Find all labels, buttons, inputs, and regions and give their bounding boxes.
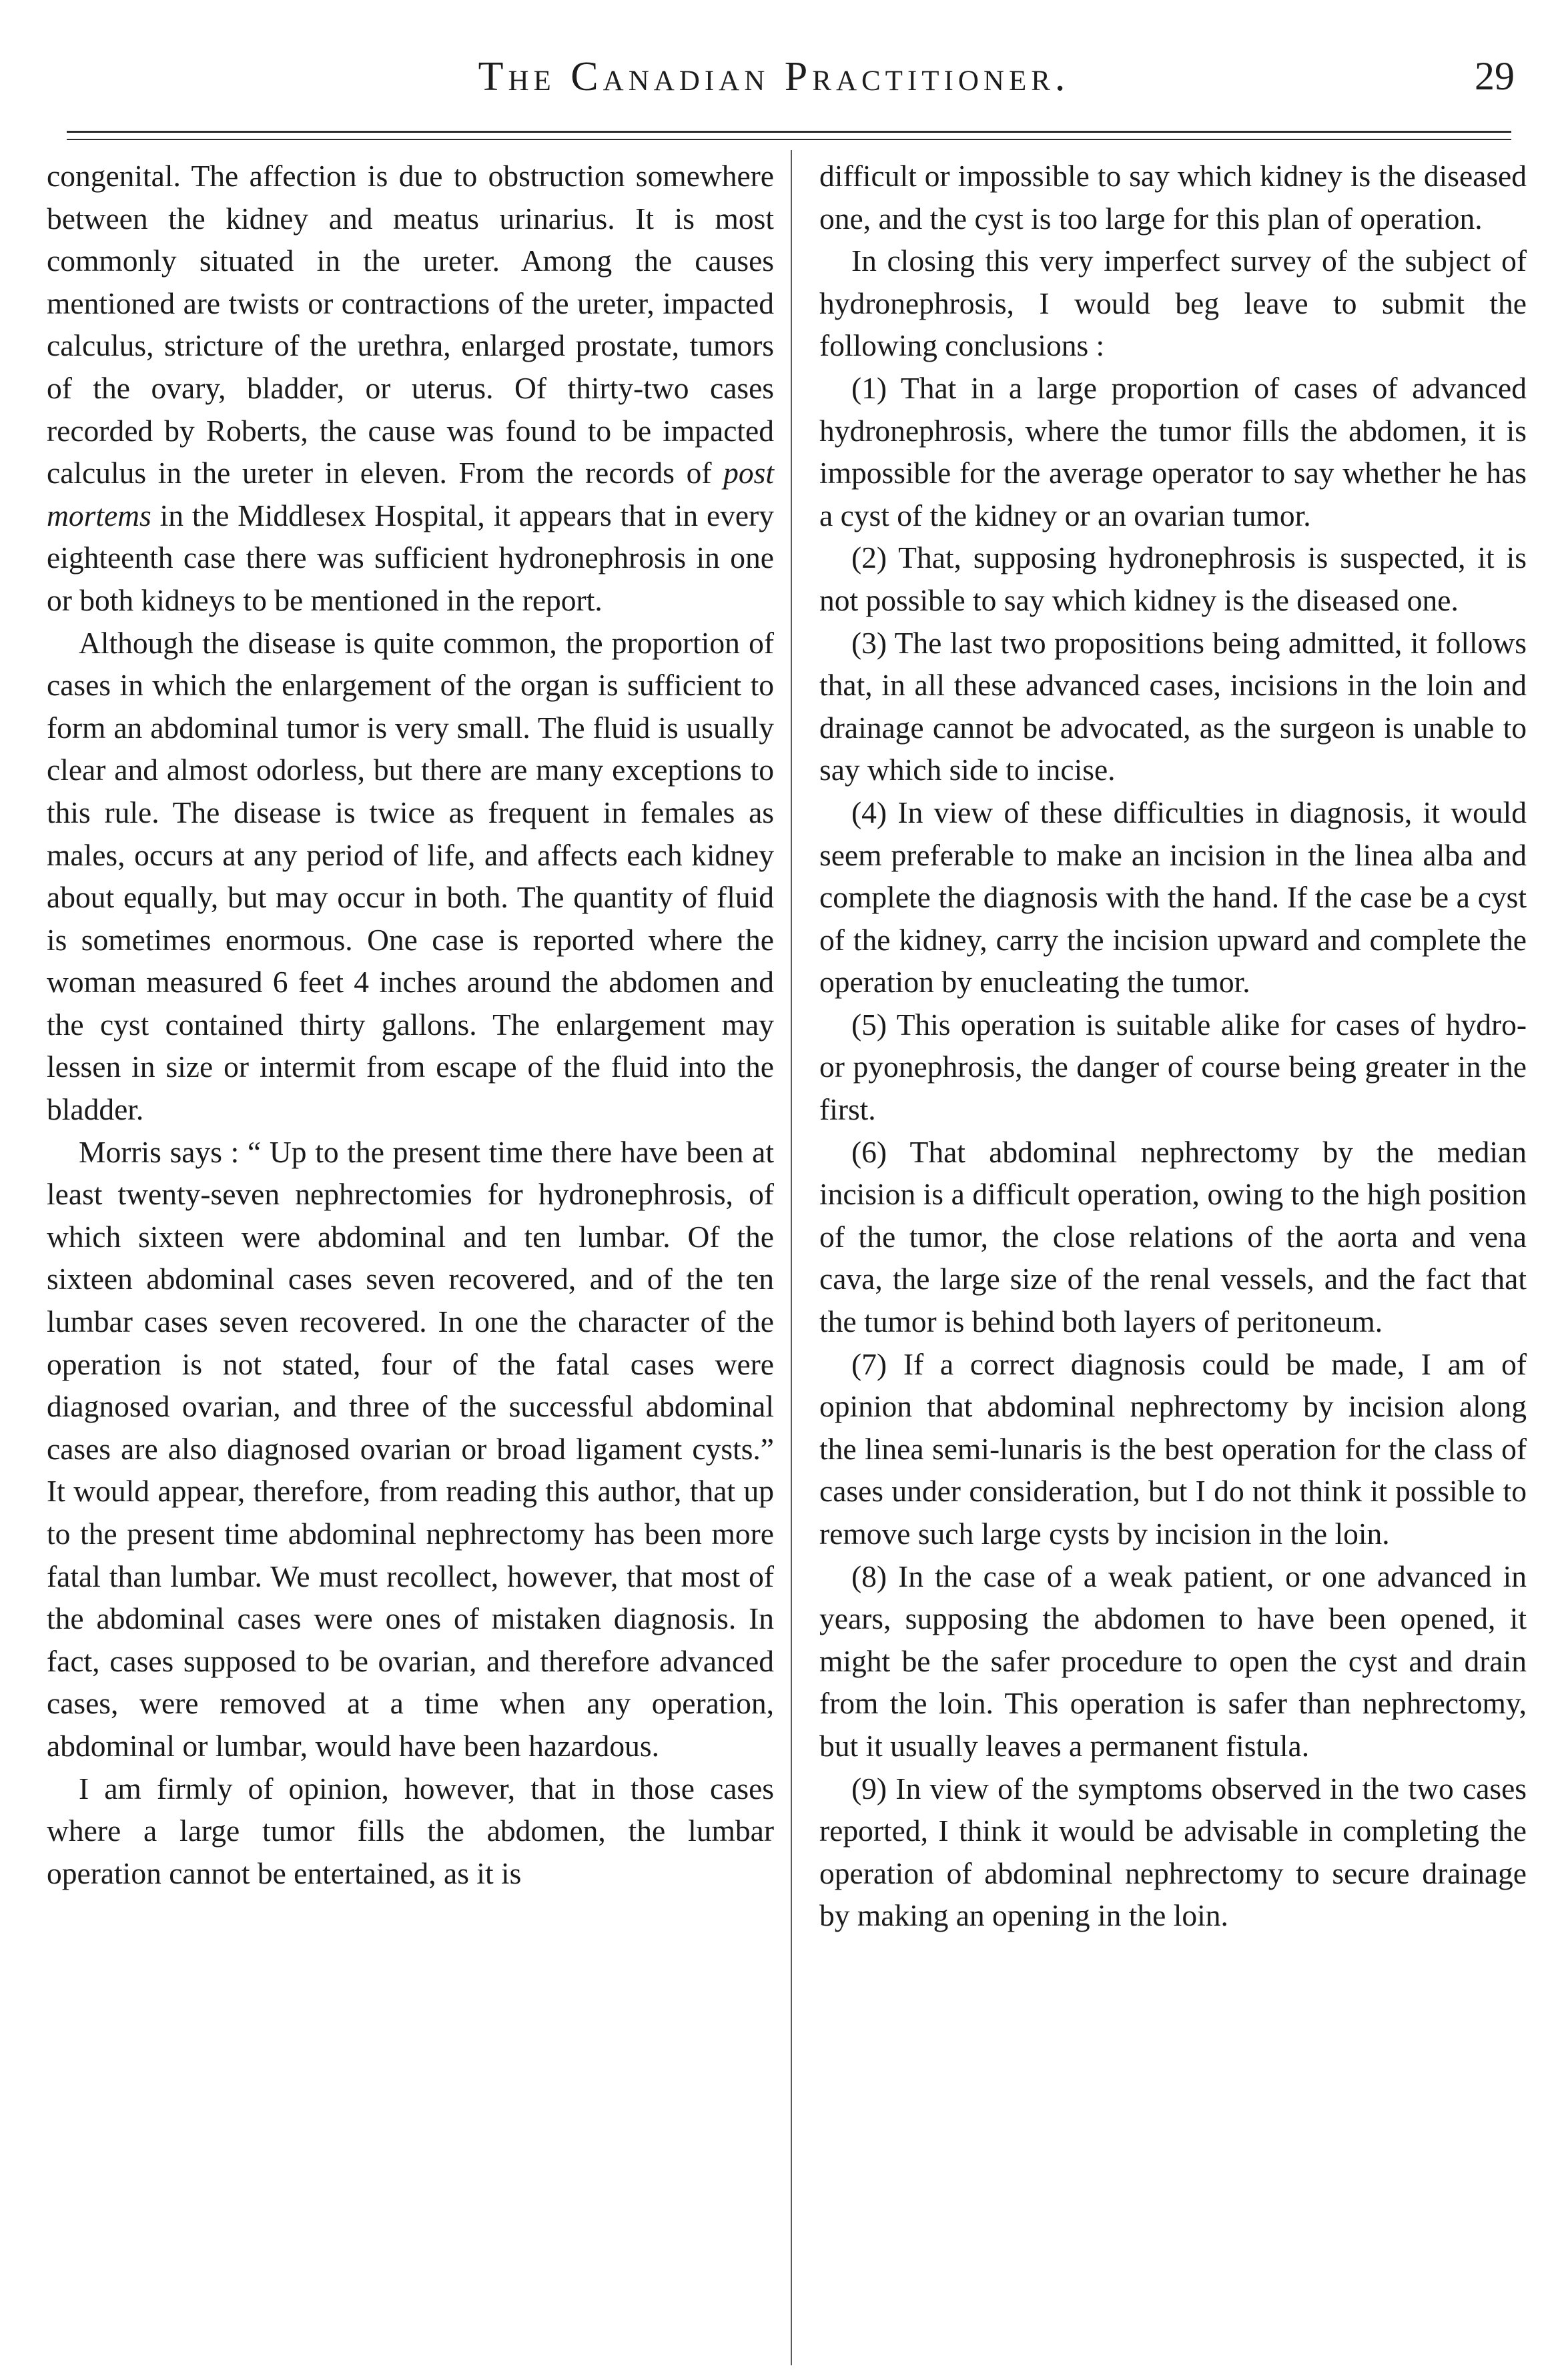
paragraph-conclusions-intro: In closing this very imperfect survey of the subject of hydronephrosis, I would beg leave to submit the following conclusions : (819, 244, 1527, 363)
italic-post-mortems: post mortems (47, 456, 774, 532)
left-column (47, 155, 774, 1894)
conclusion-3: (3) The last two propositions being admitted, it follows that, in all these advanced cases, incisions in the loin and drainage cannot be advocated, as the surgeon is unable to say which side to incise. (819, 625, 1527, 787)
right-column (819, 155, 1527, 1937)
conclusion-7: (7) If a correct diagnosis could be made, I am of opinion that abdominal nephrectomy by incision along the linea semi-lunaris is the best operation for the class of cases under consideration, but I do not think it possible to remove such large cysts by incision in the loin. (819, 1346, 1527, 1551)
journal-title: The Canadian Practitioner. (478, 54, 1070, 99)
conclusion-2: (2) That, supposing hydronephrosis is suspected, it is not possible to say which kidney is the diseased one. (819, 540, 1527, 617)
running-head (0, 53, 1568, 113)
conclusion-9: (9) In view of the symptoms observed in the two cases reported, I think it would be advisable in completing the operation of abdominal nephrectomy to secure drainage by making an opening in the loin. (819, 1771, 1527, 1933)
paragraph-opinion: I am firmly of opinion, however, that in those cases where a large tumor fills the abdomen, the lumbar operation cannot be entertained, as it is (47, 1771, 774, 1890)
conclusion-8: (8) In the case of a weak patient, or one advanced in years, supposing the abdomen to have been opened, it might be the safer procedure to open the cyst and drain from the loin. This operation is safer than nephrectomy, but it usually leaves a permanent fistula. (819, 1559, 1527, 1763)
header-rule-top (67, 131, 1511, 133)
conclusion-5: (5) This operation is suitable alike for cases of hydro- or pyonephrosis, the danger of course being greater in the first. (819, 1007, 1527, 1127)
conclusion-4: (4) In view of these difficulties in diagnosis, it would seem preferable to make an incision in the linea alba and complete the diagnosis with the hand. If the case be a cyst of the kidney, carry the incision upward and complete the operation by enucleating the tumor. (819, 795, 1527, 1000)
header-rule-bottom (67, 139, 1511, 140)
conclusion-6: (6) That abdominal nephrectomy by the median incision is a difficult operation, owing to the high position of the tumor, the close relations of the aorta and vena cava, the large size of the renal vessels, and the fact that the tumor is behind both layers of peritoneum. (819, 1134, 1527, 1339)
conclusion-1: (1) That in a large proportion of cases of advanced hydronephrosis, where the tumor fills the abdomen, it is impossible for the average operator to say whether he has a cyst of the kidney or an ovarian tumor. (819, 370, 1527, 532)
paragraph-continuation: difficult or impossible to say which kidney is the diseased one, and the cyst is too large for this plan of operation. (819, 159, 1527, 236)
paragraph-causes: congenital. The affection is due to obstruction somewhere between the kidney and meatus urinarius. It is most commonly situated in the ureter. Among the causes mentioned are twists or contractions of the ureter, impacted calculus, stricture of the urethra, enlarged prostate, tumors of the ovary, bladder, or uterus. Of thirty-two cases recorded by Roberts, the cause was found to be impacted calculus in the ureter in eleven. From the records of post mortems in the Middlesex Hospital, it appears that in every eighteenth case there was sufficient hydronephrosis in one or both kidneys to be mentioned in the report. (47, 159, 774, 617)
column-divider (791, 150, 792, 2365)
paragraph-frequency: Although the disease is quite common, the proportion of cases in which the enlargement of the organ is sufficient to form an abdominal tumor is very small. The fluid is usually clear and almost odorless, but there are many exceptions to this rule. The disease is twice as frequent in females as males, occurs at any period of life, and affects each kidney about equally, but may occur in both. The quantity of fluid is sometimes enormous. One case is reported where the woman measured 6 feet 4 inches around the abdomen and the cyst contained thirty gallons. The enlargement may lessen in size or intermit from escape of the fluid into the bladder. (47, 625, 774, 1127)
page-number: 29 (1475, 54, 1515, 98)
paragraph-morris-quote: Morris says : “ Up to the present time there have been at least twenty-seven nephrectomies for hydronephrosis, of which sixteen were abdominal and ten lumbar. Of the sixteen abdominal cases seven recovered, and of the ten lumbar cases seven recovered. In one the character of the operation is not stated, four of the fatal cases were diagnosed ovarian, and three of the successful abdominal cases are also diagnosed ovarian or broad ligament cysts.” It would appear, therefore, from reading this author, that up to the present time abdominal nephrectomy has been more fatal than lumbar. We must recollect, however, that most of the abdominal cases were ones of mistaken diagnosis. In fact, cases supposed to be ovarian, and therefore advanced cases, were removed at a time when any operation, abdominal or lumbar, would have been hazardous. (47, 1134, 774, 1763)
